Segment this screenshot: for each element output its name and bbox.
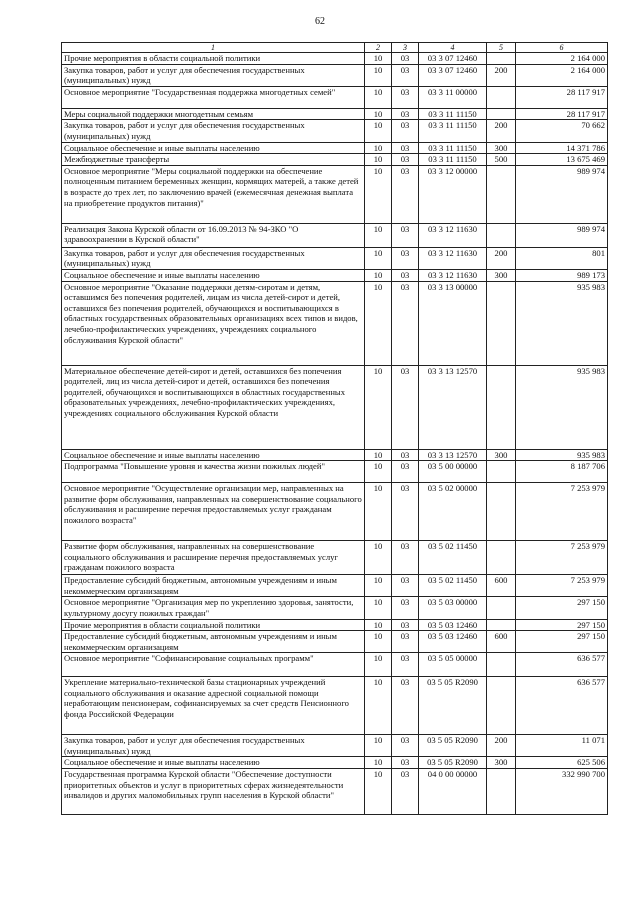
row-name-cell: Меры социальной поддержки многодетным семьям — [62, 108, 365, 120]
table-row — [62, 735, 608, 757]
row-amount-cell: 7 253 979 — [516, 541, 608, 575]
row-target-article-cell: 03 5 05 R2090 — [419, 735, 487, 757]
row-subsection-cell: 03 — [392, 120, 419, 142]
table-row — [62, 769, 608, 815]
row-subsection-cell: 03 — [392, 575, 419, 597]
row-subsection-cell: 03 — [392, 269, 419, 281]
row-expense-type-cell: 200 — [487, 247, 516, 269]
row-expense-type-cell — [487, 281, 516, 365]
table-row — [62, 108, 608, 120]
row-subsection-cell: 03 — [392, 247, 419, 269]
row-expense-type-cell — [487, 108, 516, 120]
row-amount-cell: 28 117 917 — [516, 108, 608, 120]
table-row — [62, 653, 608, 677]
table-header-row — [62, 43, 608, 53]
row-name-cell: Закупка товаров, работ и услуг для обеспечения государственных (муниципальных) нужд — [62, 735, 365, 757]
row-section-cell: 10 — [365, 653, 392, 677]
row-name-cell: Межбюджетные трансферты — [62, 154, 365, 166]
row-target-article-cell: 03 5 05 00000 — [419, 653, 487, 677]
row-expense-type-cell: 500 — [487, 154, 516, 166]
row-section-cell: 10 — [365, 769, 392, 815]
row-target-article-cell: 03 3 11 00000 — [419, 86, 487, 108]
row-section-cell: 10 — [365, 461, 392, 483]
row-subsection-cell: 03 — [392, 735, 419, 757]
row-subsection-cell: 03 — [392, 142, 419, 154]
row-subsection-cell: 03 — [392, 769, 419, 815]
row-section-cell: 10 — [365, 365, 392, 449]
row-subsection-cell: 03 — [392, 154, 419, 166]
row-name-cell: Материальное обеспечение детей-сирот и детей, оставшихся без попечения родителей, лиц из числа детей-сирот и детей, оставшихся без попечения родителей, обучающихся и воспитывающихся в областных государственных образовательных учреждениях, лечебно-профилактических учреждениях, учреждениях социального обслуживания Курской области — [62, 365, 365, 449]
row-amount-cell: 28 117 917 — [516, 86, 608, 108]
row-name-cell: Закупка товаров, работ и услуг для обеспечения государственных (муниципальных) нужд — [62, 247, 365, 269]
row-amount-cell: 70 662 — [516, 120, 608, 142]
row-subsection-cell: 03 — [392, 757, 419, 769]
row-target-article-cell: 03 5 03 12460 — [419, 631, 487, 653]
row-target-article-cell: 03 3 11 11150 — [419, 120, 487, 142]
row-expense-type-cell — [487, 461, 516, 483]
row-name-cell: Развитие форм обслуживания, направленных на совершенствование социального обслуживания и расширение перечня предоставляемых услуг гражданам пожилого возраста — [62, 541, 365, 575]
row-amount-cell: 935 983 — [516, 281, 608, 365]
header-cell-target-article: 4 — [419, 43, 487, 53]
row-name-cell: Подпрограмма "Повышение уровня и качества жизни пожилых людей" — [62, 461, 365, 483]
row-subsection-cell: 03 — [392, 541, 419, 575]
row-expense-type-cell — [487, 223, 516, 247]
row-target-article-cell: 03 5 05 R2090 — [419, 677, 487, 735]
table-row — [62, 619, 608, 631]
row-section-cell: 10 — [365, 64, 392, 86]
row-amount-cell: 636 577 — [516, 677, 608, 735]
row-amount-cell: 11 071 — [516, 735, 608, 757]
row-expense-type-cell: 300 — [487, 269, 516, 281]
row-amount-cell: 2 164 000 — [516, 53, 608, 65]
row-amount-cell: 935 983 — [516, 365, 608, 449]
row-section-cell: 10 — [365, 269, 392, 281]
row-subsection-cell: 03 — [392, 619, 419, 631]
header-cell-amount: 6 — [516, 43, 608, 53]
row-section-cell: 10 — [365, 619, 392, 631]
row-amount-cell: 989 173 — [516, 269, 608, 281]
row-section-cell: 10 — [365, 165, 392, 223]
budget-table — [61, 42, 608, 815]
table-row — [62, 631, 608, 653]
row-target-article-cell: 03 3 12 11630 — [419, 269, 487, 281]
table-row — [62, 677, 608, 735]
row-amount-cell: 801 — [516, 247, 608, 269]
row-expense-type-cell — [487, 86, 516, 108]
table-row — [62, 365, 608, 449]
row-section-cell: 10 — [365, 735, 392, 757]
row-subsection-cell: 03 — [392, 53, 419, 65]
row-subsection-cell: 03 — [392, 597, 419, 619]
table-row — [62, 461, 608, 483]
row-name-cell: Закупка товаров, работ и услуг для обеспечения государственных (муниципальных) нужд — [62, 120, 365, 142]
row-amount-cell: 13 675 469 — [516, 154, 608, 166]
row-section-cell: 10 — [365, 86, 392, 108]
table-row — [62, 483, 608, 541]
row-target-article-cell: 03 5 02 00000 — [419, 483, 487, 541]
row-target-article-cell: 03 5 00 00000 — [419, 461, 487, 483]
row-expense-type-cell — [487, 165, 516, 223]
header-cell-section: 2 — [365, 43, 392, 53]
row-section-cell: 10 — [365, 53, 392, 65]
row-subsection-cell: 03 — [392, 677, 419, 735]
row-target-article-cell: 03 3 13 12570 — [419, 449, 487, 461]
row-target-article-cell: 03 3 13 12570 — [419, 365, 487, 449]
row-subsection-cell: 03 — [392, 165, 419, 223]
row-name-cell: Социальное обеспечение и иные выплаты населению — [62, 757, 365, 769]
row-expense-type-cell: 300 — [487, 449, 516, 461]
row-name-cell: Основное мероприятие "Меры социальной поддержки на обеспечение полноценным питанием беременных женщин, кормящих матерей, а также детей в возрасте до трех лет, по заключению врачей (ежемесячная денежная выплата на приобретение продуктов питания)" — [62, 165, 365, 223]
row-amount-cell: 297 150 — [516, 631, 608, 653]
row-expense-type-cell — [487, 653, 516, 677]
row-expense-type-cell — [487, 769, 516, 815]
row-target-article-cell: 03 3 12 11630 — [419, 223, 487, 247]
row-amount-cell: 332 990 700 — [516, 769, 608, 815]
header-cell-name: 1 — [62, 43, 365, 53]
table-row — [62, 165, 608, 223]
row-section-cell: 10 — [365, 597, 392, 619]
row-subsection-cell: 03 — [392, 461, 419, 483]
row-name-cell: Укрепление материально-технической базы стационарных учреждений социального обслуживания и оказание адресной социальной помощи неработающим пенсионерам, софинансируемых за счет средств Пенсионного фонда Российской Федерации — [62, 677, 365, 735]
row-amount-cell: 989 974 — [516, 223, 608, 247]
row-name-cell: Прочие мероприятия в области социальной политики — [62, 619, 365, 631]
table-row — [62, 541, 608, 575]
row-section-cell: 10 — [365, 541, 392, 575]
row-amount-cell: 7 253 979 — [516, 483, 608, 541]
row-expense-type-cell — [487, 619, 516, 631]
row-amount-cell: 989 974 — [516, 165, 608, 223]
row-section-cell: 10 — [365, 247, 392, 269]
row-subsection-cell: 03 — [392, 483, 419, 541]
row-name-cell: Основное мероприятие "Государственная поддержка многодетных семей" — [62, 86, 365, 108]
row-target-article-cell: 03 3 11 11150 — [419, 108, 487, 120]
row-section-cell: 10 — [365, 757, 392, 769]
header-cell-subsection: 3 — [392, 43, 419, 53]
row-target-article-cell: 03 3 11 11150 — [419, 154, 487, 166]
row-target-article-cell: 03 5 03 12460 — [419, 619, 487, 631]
table-row — [62, 223, 608, 247]
row-amount-cell: 2 164 000 — [516, 64, 608, 86]
row-subsection-cell: 03 — [392, 631, 419, 653]
row-target-article-cell: 03 3 07 12460 — [419, 53, 487, 65]
row-name-cell: Социальное обеспечение и иные выплаты населению — [62, 269, 365, 281]
row-subsection-cell: 03 — [392, 365, 419, 449]
table-row — [62, 64, 608, 86]
row-target-article-cell: 03 5 03 00000 — [419, 597, 487, 619]
table-row — [62, 142, 608, 154]
row-section-cell: 10 — [365, 223, 392, 247]
row-target-article-cell: 03 3 11 11150 — [419, 142, 487, 154]
row-target-article-cell: 03 5 02 11450 — [419, 541, 487, 575]
row-section-cell: 10 — [365, 677, 392, 735]
table-row — [62, 53, 608, 65]
table-row — [62, 154, 608, 166]
row-target-article-cell: 04 0 00 00000 — [419, 769, 487, 815]
row-subsection-cell: 03 — [392, 653, 419, 677]
row-amount-cell: 7 253 979 — [516, 575, 608, 597]
row-target-article-cell: 03 3 13 00000 — [419, 281, 487, 365]
row-amount-cell: 636 577 — [516, 653, 608, 677]
row-expense-type-cell: 200 — [487, 120, 516, 142]
table-row — [62, 281, 608, 365]
row-name-cell: Основное мероприятие "Осуществление организации мер, направленных на развитие форм обслуживания, направленных на совершенствование социального обслуживания и расширение перечня предоставляемых услуг гражданам пожилого возраста" — [62, 483, 365, 541]
row-section-cell: 10 — [365, 281, 392, 365]
row-expense-type-cell: 300 — [487, 142, 516, 154]
row-expense-type-cell — [487, 483, 516, 541]
row-section-cell: 10 — [365, 483, 392, 541]
row-subsection-cell: 03 — [392, 449, 419, 461]
row-target-article-cell: 03 3 12 00000 — [419, 165, 487, 223]
row-expense-type-cell: 300 — [487, 757, 516, 769]
row-section-cell: 10 — [365, 575, 392, 597]
row-name-cell: Социальное обеспечение и иные выплаты населению — [62, 142, 365, 154]
row-subsection-cell: 03 — [392, 64, 419, 86]
row-subsection-cell: 03 — [392, 86, 419, 108]
row-amount-cell: 297 150 — [516, 619, 608, 631]
row-name-cell: Основное мероприятие "Организация мер по укреплению здоровья, занятости, культурному досугу пожилых граждан" — [62, 597, 365, 619]
row-target-article-cell: 03 5 05 R2090 — [419, 757, 487, 769]
table-row — [62, 597, 608, 619]
table-row — [62, 120, 608, 142]
table-row — [62, 269, 608, 281]
row-subsection-cell: 03 — [392, 223, 419, 247]
row-name-cell: Прочие мероприятия в области социальной политики — [62, 53, 365, 65]
row-amount-cell: 297 150 — [516, 597, 608, 619]
row-name-cell: Государственная программа Курской области "Обеспечение доступности приоритетных объектов и услуг в приоритетных сферах жизнедеятельности инвалидов и других маломобильных групп населения в Курской области" — [62, 769, 365, 815]
row-section-cell: 10 — [365, 154, 392, 166]
row-name-cell: Закупка товаров, работ и услуг для обеспечения государственных (муниципальных) нужд — [62, 64, 365, 86]
row-expense-type-cell: 600 — [487, 631, 516, 653]
row-name-cell: Предоставление субсидий бюджетным, автономным учреждениям и иным некоммерческим организациям — [62, 631, 365, 653]
row-target-article-cell: 03 3 12 11630 — [419, 247, 487, 269]
row-section-cell: 10 — [365, 142, 392, 154]
page-number: 62 — [315, 16, 325, 27]
table-row — [62, 757, 608, 769]
row-expense-type-cell: 200 — [487, 64, 516, 86]
table-row — [62, 247, 608, 269]
row-name-cell: Основное мероприятие "Софинансирование социальных программ" — [62, 653, 365, 677]
row-expense-type-cell — [487, 677, 516, 735]
row-section-cell: 10 — [365, 108, 392, 120]
row-expense-type-cell — [487, 53, 516, 65]
row-subsection-cell: 03 — [392, 108, 419, 120]
row-expense-type-cell — [487, 541, 516, 575]
row-target-article-cell: 03 5 02 11450 — [419, 575, 487, 597]
header-cell-expense-type: 5 — [487, 43, 516, 53]
row-section-cell: 10 — [365, 449, 392, 461]
row-name-cell: Предоставление субсидий бюджетным, автономным учреждениям и иным некоммерческим организациям — [62, 575, 365, 597]
row-section-cell: 10 — [365, 120, 392, 142]
row-amount-cell: 8 187 706 — [516, 461, 608, 483]
table-row — [62, 449, 608, 461]
row-expense-type-cell — [487, 597, 516, 619]
row-expense-type-cell — [487, 365, 516, 449]
table-row — [62, 575, 608, 597]
row-section-cell: 10 — [365, 631, 392, 653]
row-name-cell: Социальное обеспечение и иные выплаты населению — [62, 449, 365, 461]
row-expense-type-cell: 200 — [487, 735, 516, 757]
row-name-cell: Основное мероприятие "Оказание поддержки детям-сиротам и детям, оставшимся без попечения родителей, лицам из числа детей-сирот и детей, оставшихся без попечения родителей, обучающихся и воспитывающихся в областных государственных образовательных организациях всех типов и видов, лечебно-профилактических учреждениях, учреждениях социального обслуживания Курской области" — [62, 281, 365, 365]
table-row — [62, 86, 608, 108]
row-amount-cell: 14 371 786 — [516, 142, 608, 154]
row-expense-type-cell: 600 — [487, 575, 516, 597]
row-name-cell: Реализация Закона Курской области от 16.09.2013 № 94-ЗКО "О здравоохранении в Курской области" — [62, 223, 365, 247]
row-amount-cell: 625 506 — [516, 757, 608, 769]
row-subsection-cell: 03 — [392, 281, 419, 365]
row-target-article-cell: 03 3 07 12460 — [419, 64, 487, 86]
row-amount-cell: 935 983 — [516, 449, 608, 461]
